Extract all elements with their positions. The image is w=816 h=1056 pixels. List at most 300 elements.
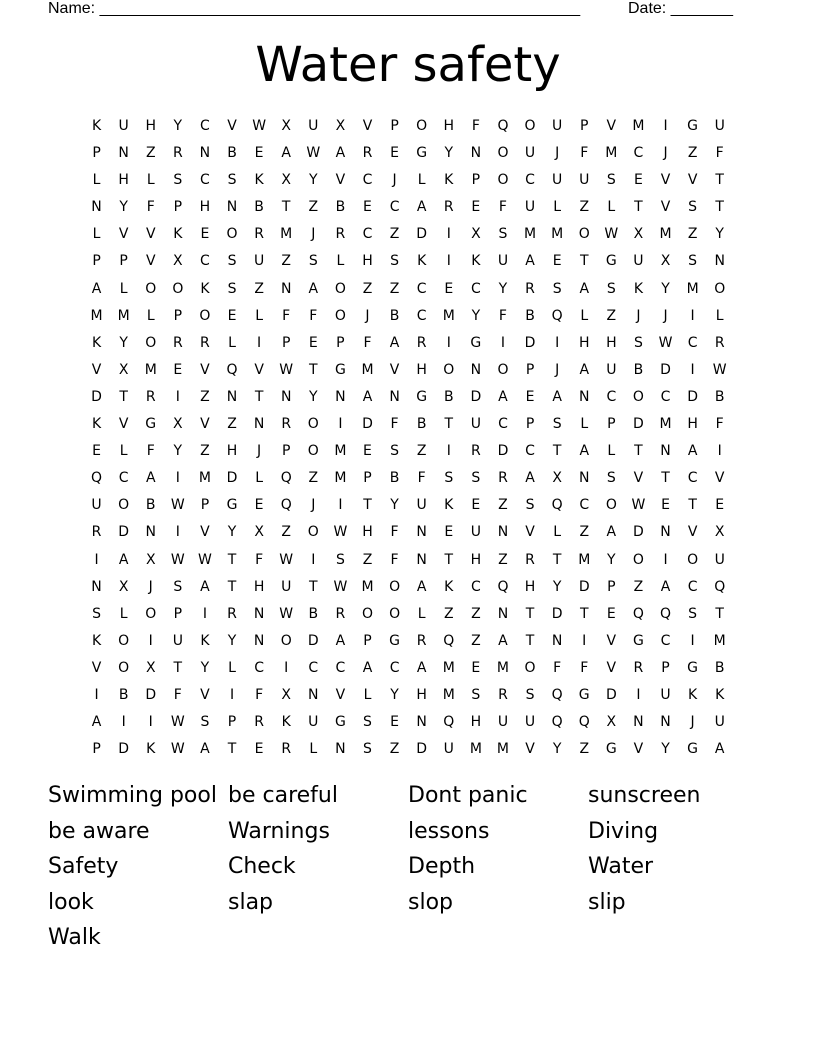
grid-letter[interactable]: V [525, 524, 535, 541]
grid-letter[interactable]: Q [497, 118, 509, 134]
grid-letter[interactable]: O [632, 551, 644, 568]
grid-letter[interactable]: B [308, 605, 319, 622]
grid-letter[interactable]: M [442, 659, 455, 676]
grid-letter[interactable]: T [715, 172, 724, 189]
grid-letter[interactable]: S [552, 416, 562, 433]
grid-letter[interactable]: F [498, 199, 507, 216]
grid-letter[interactable]: S [688, 253, 698, 270]
grid-letter[interactable]: W [252, 118, 267, 134]
grid-letter[interactable]: I [500, 334, 506, 351]
grid-letter[interactable]: V [606, 659, 617, 676]
grid-letter[interactable]: A [714, 741, 725, 758]
grid-letter[interactable]: K [91, 632, 102, 649]
grid-letter[interactable]: S [308, 253, 318, 270]
grid-letter[interactable]: S [200, 714, 210, 731]
grid-letter[interactable]: L [146, 172, 155, 189]
grid-letter[interactable]: T [227, 741, 237, 758]
grid-letter[interactable]: A [579, 280, 590, 297]
grid-letter[interactable]: O [389, 578, 401, 595]
grid-letter[interactable]: A [606, 524, 617, 541]
grid-letter[interactable]: Z [200, 388, 210, 405]
grid-letter[interactable]: Z [281, 253, 291, 270]
grid-letter[interactable]: Z [200, 443, 210, 460]
grid-letter[interactable]: G [416, 145, 428, 162]
grid-letter[interactable]: O [118, 497, 130, 514]
grid-letter[interactable]: G [226, 497, 238, 514]
grid-letter[interactable]: U [633, 253, 644, 270]
grid-letter[interactable]: N [226, 388, 238, 405]
grid-letter[interactable]: Z [471, 632, 481, 649]
grid-letter[interactable]: C [254, 659, 264, 676]
grid-letter[interactable]: A [145, 470, 156, 487]
grid-letter[interactable]: P [200, 497, 210, 514]
grid-letter[interactable]: B [227, 145, 237, 162]
grid-letter[interactable]: U [606, 361, 617, 378]
grid-letter[interactable]: B [389, 307, 400, 324]
grid-letter[interactable]: U [118, 118, 129, 134]
grid-letter[interactable]: T [525, 605, 535, 622]
grid-letter[interactable]: Y [552, 741, 562, 758]
grid-letter[interactable]: O [497, 361, 509, 378]
grid-letter[interactable]: P [92, 145, 101, 162]
grid-letter[interactable]: D [633, 416, 644, 433]
grid-letter[interactable]: E [363, 199, 372, 216]
grid-letter[interactable]: Y [173, 443, 183, 460]
grid-letter[interactable]: N [470, 145, 482, 162]
grid-letter[interactable]: D [524, 334, 536, 351]
grid-letter[interactable]: S [633, 334, 643, 351]
grid-letter[interactable]: C [687, 470, 698, 487]
grid-letter[interactable]: M [524, 226, 537, 243]
grid-letter[interactable]: O [524, 118, 536, 134]
grid-letter[interactable]: K [417, 253, 427, 270]
grid-letter[interactable]: L [119, 280, 128, 297]
grid-letter[interactable]: N [389, 388, 400, 405]
grid-letter[interactable]: H [687, 416, 698, 433]
grid-letter[interactable]: E [606, 605, 616, 622]
grid-letter[interactable]: A [362, 659, 373, 676]
grid-letter[interactable]: V [660, 199, 671, 216]
grid-letter[interactable]: Y [200, 659, 210, 676]
grid-letter[interactable]: D [497, 443, 509, 460]
grid-letter[interactable]: C [633, 145, 644, 162]
grid-letter[interactable]: W [170, 741, 185, 758]
grid-letter[interactable]: W [333, 524, 348, 541]
grid-letter[interactable]: X [281, 172, 291, 189]
grid-letter[interactable]: H [145, 118, 156, 134]
grid-letter[interactable]: Q [551, 497, 563, 514]
grid-letter[interactable]: S [390, 253, 400, 270]
grid-letter[interactable]: V [335, 686, 346, 703]
grid-letter[interactable]: Q [280, 470, 292, 487]
grid-letter[interactable]: Z [443, 605, 454, 622]
grid-letter[interactable]: A [362, 388, 373, 405]
grid-letter[interactable]: W [333, 578, 348, 595]
grid-letter[interactable]: N [253, 632, 265, 649]
grid-letter[interactable]: N [253, 416, 265, 433]
grid-letter[interactable]: H [253, 578, 265, 595]
grid-letter[interactable]: T [715, 605, 724, 622]
grid-letter[interactable]: E [227, 307, 237, 324]
grid-letter[interactable]: C [470, 578, 481, 595]
grid-letter[interactable]: W [306, 145, 321, 162]
grid-letter[interactable]: M [117, 307, 130, 324]
grid-letter[interactable]: I [582, 632, 587, 649]
grid-letter[interactable]: X [606, 714, 617, 731]
grid-letter[interactable]: L [119, 443, 128, 460]
grid-letter[interactable]: K [91, 334, 102, 351]
grid-letter[interactable]: B [335, 199, 346, 216]
grid-letter[interactable]: T [254, 388, 264, 405]
grid-letter[interactable]: M [361, 361, 374, 378]
grid-letter[interactable]: L [553, 199, 562, 216]
grid-letter[interactable]: E [254, 741, 264, 758]
grid-letter[interactable]: A [416, 659, 427, 676]
grid-letter[interactable]: W [279, 551, 294, 568]
grid-letter[interactable]: A [281, 145, 291, 162]
grid-letter[interactable]: R [335, 605, 346, 622]
grid-letter[interactable]: V [118, 416, 129, 433]
grid-letter[interactable]: L [553, 524, 562, 541]
grid-letter[interactable]: C [660, 632, 671, 649]
grid-letter[interactable]: U [579, 172, 590, 189]
grid-letter[interactable]: L [417, 172, 426, 189]
grid-letter[interactable]: W [631, 497, 646, 514]
grid-letter[interactable]: I [717, 443, 722, 460]
grid-letter[interactable]: Z [254, 280, 264, 297]
grid-letter[interactable]: W [170, 551, 185, 568]
grid-letter[interactable]: I [229, 686, 235, 703]
grid-letter[interactable]: S [525, 497, 535, 514]
grid-letter[interactable]: T [444, 551, 454, 568]
grid-letter[interactable]: O [497, 172, 509, 189]
grid-letter[interactable]: Z [498, 497, 508, 514]
grid-letter[interactable]: S [444, 470, 454, 487]
grid-letter[interactable]: P [607, 578, 616, 595]
grid-letter[interactable]: O [226, 226, 238, 243]
grid-letter[interactable]: S [227, 172, 237, 189]
grid-letter[interactable]: C [308, 659, 319, 676]
grid-letter[interactable]: N [280, 280, 292, 297]
grid-letter[interactable]: E [715, 497, 725, 514]
grid-letter[interactable]: V [200, 416, 210, 433]
grid-letter[interactable]: O [632, 388, 644, 405]
grid-letter[interactable]: I [636, 686, 641, 703]
grid-letter[interactable]: S [227, 280, 237, 297]
grid-letter[interactable]: M [442, 686, 455, 703]
grid-letter[interactable]: N [280, 388, 292, 405]
grid-letter[interactable]: O [118, 632, 130, 649]
grid-letter[interactable]: A [525, 253, 535, 270]
grid-letter[interactable]: T [227, 551, 237, 568]
grid-letter[interactable]: A [552, 388, 562, 405]
grid-letter[interactable]: Z [308, 199, 319, 216]
grid-letter[interactable]: J [311, 226, 316, 243]
grid-letter[interactable]: L [228, 334, 236, 351]
grid-letter[interactable]: P [281, 443, 291, 460]
grid-letter[interactable]: C [687, 334, 698, 351]
grid-letter[interactable]: V [145, 253, 156, 270]
grid-letter[interactable]: I [175, 470, 180, 487]
grid-letter[interactable]: S [688, 199, 698, 216]
grid-letter[interactable]: K [444, 172, 454, 189]
grid-letter[interactable]: K [715, 686, 725, 703]
grid-letter[interactable]: I [121, 714, 126, 731]
grid-letter[interactable]: X [173, 253, 183, 270]
grid-letter[interactable]: K [91, 416, 102, 433]
grid-letter[interactable]: W [604, 226, 619, 243]
grid-letter[interactable]: C [389, 199, 400, 216]
grid-letter[interactable]: G [605, 253, 617, 270]
grid-letter[interactable]: J [392, 172, 397, 189]
grid-letter[interactable]: O [443, 361, 455, 378]
grid-letter[interactable]: O [334, 307, 346, 324]
grid-letter[interactable]: L [146, 307, 155, 324]
grid-letter[interactable]: K [146, 741, 156, 758]
grid-letter[interactable]: D [226, 470, 238, 487]
grid-letter[interactable]: E [363, 443, 372, 460]
grid-letter[interactable]: D [551, 605, 563, 622]
grid-letter[interactable]: B [633, 361, 644, 378]
grid-letter[interactable]: K [254, 172, 264, 189]
grid-letter[interactable]: T [173, 659, 183, 676]
grid-letter[interactable]: A [498, 388, 508, 405]
grid-letter[interactable]: N [416, 714, 427, 731]
grid-letter[interactable]: I [148, 714, 153, 731]
grid-letter[interactable]: O [307, 416, 319, 433]
grid-letter[interactable]: J [311, 497, 316, 514]
grid-letter[interactable]: K [444, 578, 454, 595]
grid-letter[interactable]: U [524, 145, 536, 162]
grid-letter[interactable]: P [92, 253, 101, 270]
grid-letter[interactable]: E [92, 443, 101, 460]
grid-letter[interactable]: X [118, 578, 129, 595]
grid-letter[interactable]: C [362, 172, 373, 189]
grid-letter[interactable]: R [498, 686, 508, 703]
grid-letter[interactable]: E [444, 524, 454, 541]
grid-letter[interactable]: N [578, 470, 590, 487]
grid-letter[interactable]: Q [497, 578, 509, 595]
grid-letter[interactable]: G [334, 714, 346, 731]
grid-letter[interactable]: W [279, 361, 294, 378]
grid-letter[interactable]: H [524, 578, 536, 595]
grid-letter[interactable]: M [686, 280, 699, 297]
grid-letter[interactable]: E [633, 172, 643, 189]
grid-letter[interactable]: Y [309, 172, 318, 189]
grid-letter[interactable]: F [282, 307, 291, 324]
grid-letter[interactable]: I [338, 497, 343, 514]
grid-letter[interactable]: L [715, 307, 724, 324]
grid-letter[interactable]: L [580, 307, 589, 324]
grid-letter[interactable]: H [362, 253, 373, 270]
grid-letter[interactable]: C [579, 497, 590, 514]
grid-letter[interactable]: R [91, 524, 102, 541]
grid-letter[interactable]: R [714, 334, 725, 351]
grid-letter[interactable]: E [471, 199, 481, 216]
grid-letter[interactable]: G [605, 741, 617, 758]
grid-letter[interactable]: O [361, 605, 373, 622]
grid-letter[interactable]: U [497, 253, 509, 270]
grid-letter[interactable]: T [634, 443, 643, 460]
grid-letter[interactable]: M [334, 470, 347, 487]
grid-letter[interactable]: R [335, 226, 346, 243]
grid-letter[interactable]: R [227, 605, 237, 622]
grid-letter[interactable]: N [633, 714, 644, 731]
grid-letter[interactable]: N [660, 714, 671, 731]
grid-letter[interactable]: N [91, 199, 102, 216]
grid-letter[interactable]: M [280, 226, 293, 243]
grid-letter[interactable]: B [416, 416, 427, 433]
grid-letter[interactable]: J [257, 443, 262, 460]
grid-letter[interactable]: C [498, 416, 508, 433]
grid-letter[interactable]: M [659, 416, 672, 433]
grid-letter[interactable]: F [390, 416, 399, 433]
grid-letter[interactable]: N [470, 361, 482, 378]
grid-letter[interactable]: C [362, 226, 373, 243]
grid-letter[interactable]: O [416, 118, 428, 134]
grid-letter[interactable]: Z [227, 416, 237, 433]
grid-letter[interactable]: H [470, 714, 482, 731]
grid-letter[interactable]: A [660, 578, 671, 595]
grid-letter[interactable]: C [416, 280, 427, 297]
grid-letter[interactable]: L [363, 686, 372, 703]
grid-letter[interactable]: O [307, 524, 319, 541]
grid-letter[interactable]: O [497, 145, 509, 162]
grid-letter[interactable]: C [335, 659, 346, 676]
grid-letter[interactable]: P [390, 118, 399, 134]
grid-letter[interactable]: W [279, 605, 294, 622]
grid-letter[interactable]: C [525, 172, 535, 189]
grid-letter[interactable]: O [172, 280, 184, 297]
grid-letter[interactable]: Z [579, 199, 590, 216]
grid-letter[interactable]: V [687, 172, 698, 189]
grid-letter[interactable]: E [471, 659, 481, 676]
grid-letter[interactable]: F [146, 199, 155, 216]
grid-letter[interactable]: Y [390, 497, 399, 514]
grid-letter[interactable]: U [443, 741, 454, 758]
grid-letter[interactable]: I [446, 253, 451, 270]
grid-letter[interactable]: P [119, 253, 128, 270]
grid-letter[interactable]: Z [687, 226, 698, 243]
grid-letter[interactable]: Z [498, 551, 508, 568]
grid-letter[interactable]: I [284, 659, 289, 676]
grid-letter[interactable]: U [497, 714, 509, 731]
grid-letter[interactable]: X [471, 226, 481, 243]
grid-letter[interactable]: Y [552, 578, 562, 595]
grid-letter[interactable]: T [715, 199, 724, 216]
grid-letter[interactable]: X [281, 686, 291, 703]
grid-letter[interactable]: H [443, 118, 455, 134]
grid-letter[interactable]: R [172, 145, 183, 162]
grid-letter[interactable]: P [580, 118, 589, 134]
grid-letter[interactable]: Y [471, 307, 481, 324]
grid-letter[interactable]: A [579, 443, 590, 460]
grid-letter[interactable]: I [148, 632, 153, 649]
grid-letter[interactable]: S [390, 443, 400, 460]
grid-letter[interactable]: H [118, 172, 129, 189]
grid-letter[interactable]: N [551, 632, 563, 649]
grid-letter[interactable]: Z [579, 524, 590, 541]
grid-letter[interactable]: H [416, 361, 427, 378]
grid-letter[interactable]: C [200, 172, 210, 189]
grid-letter[interactable]: U [308, 118, 319, 134]
grid-letter[interactable]: K [173, 226, 183, 243]
grid-letter[interactable]: U [552, 172, 563, 189]
grid-letter[interactable]: V [660, 172, 671, 189]
grid-letter[interactable]: Z [308, 470, 319, 487]
grid-letter[interactable]: G [632, 632, 644, 649]
grid-letter[interactable]: G [687, 118, 699, 134]
grid-letter[interactable]: Y [444, 145, 454, 162]
grid-letter[interactable]: S [363, 741, 372, 758]
grid-letter[interactable]: V [633, 741, 644, 758]
grid-letter[interactable]: A [200, 578, 210, 595]
grid-letter[interactable]: P [661, 659, 670, 676]
grid-letter[interactable]: O [307, 443, 319, 460]
grid-letter[interactable]: D [145, 686, 157, 703]
grid-letter[interactable]: Y [173, 118, 183, 134]
grid-letter[interactable]: R [254, 226, 264, 243]
grid-letter[interactable]: N [91, 578, 102, 595]
grid-letter[interactable]: U [281, 578, 292, 595]
grid-letter[interactable]: Q [578, 714, 590, 731]
grid-letter[interactable]: U [308, 714, 319, 731]
grid-letter[interactable]: Z [471, 605, 481, 622]
grid-letter[interactable]: A [498, 632, 508, 649]
grid-letter[interactable]: Y [498, 280, 508, 297]
grid-letter[interactable]: Y [661, 741, 670, 758]
grid-letter[interactable]: Y [119, 334, 128, 351]
grid-letter[interactable]: N [497, 605, 509, 622]
grid-letter[interactable]: U [714, 551, 725, 568]
grid-letter[interactable]: O [145, 605, 157, 622]
grid-letter[interactable]: J [148, 578, 153, 595]
grid-letter[interactable]: X [660, 253, 671, 270]
grid-letter[interactable]: N [253, 605, 265, 622]
grid-letter[interactable]: N [335, 741, 346, 758]
grid-letter[interactable]: J [555, 145, 560, 162]
grid-letter[interactable]: T [119, 388, 128, 405]
grid-letter[interactable]: C [606, 388, 617, 405]
grid-letter[interactable]: M [496, 741, 509, 758]
grid-letter[interactable]: I [446, 226, 451, 243]
grid-letter[interactable]: P [525, 361, 535, 378]
grid-letter[interactable]: G [389, 632, 400, 649]
grid-letter[interactable]: I [663, 118, 668, 134]
grid-letter[interactable]: R [145, 388, 156, 405]
grid-letter[interactable]: U [524, 199, 536, 216]
grid-letter[interactable]: D [660, 361, 671, 378]
grid-letter[interactable]: E [308, 334, 318, 351]
grid-letter[interactable]: D [578, 578, 590, 595]
grid-letter[interactable]: C [687, 578, 698, 595]
grid-letter[interactable]: U [91, 497, 102, 514]
grid-letter[interactable]: P [336, 334, 345, 351]
grid-letter[interactable]: A [389, 334, 400, 351]
grid-letter[interactable]: U [470, 524, 481, 541]
grid-letter[interactable]: L [119, 605, 128, 622]
grid-letter[interactable]: Z [389, 226, 400, 243]
grid-letter[interactable]: R [443, 199, 454, 216]
grid-letter[interactable]: N [660, 524, 671, 541]
grid-letter[interactable]: D [605, 686, 617, 703]
grid-letter[interactable]: T [552, 443, 562, 460]
grid-letter[interactable]: N [308, 686, 319, 703]
grid-letter[interactable]: V [91, 361, 102, 378]
grid-letter[interactable]: S [471, 470, 481, 487]
grid-letter[interactable]: U [714, 714, 725, 731]
grid-letter[interactable]: F [471, 118, 480, 134]
